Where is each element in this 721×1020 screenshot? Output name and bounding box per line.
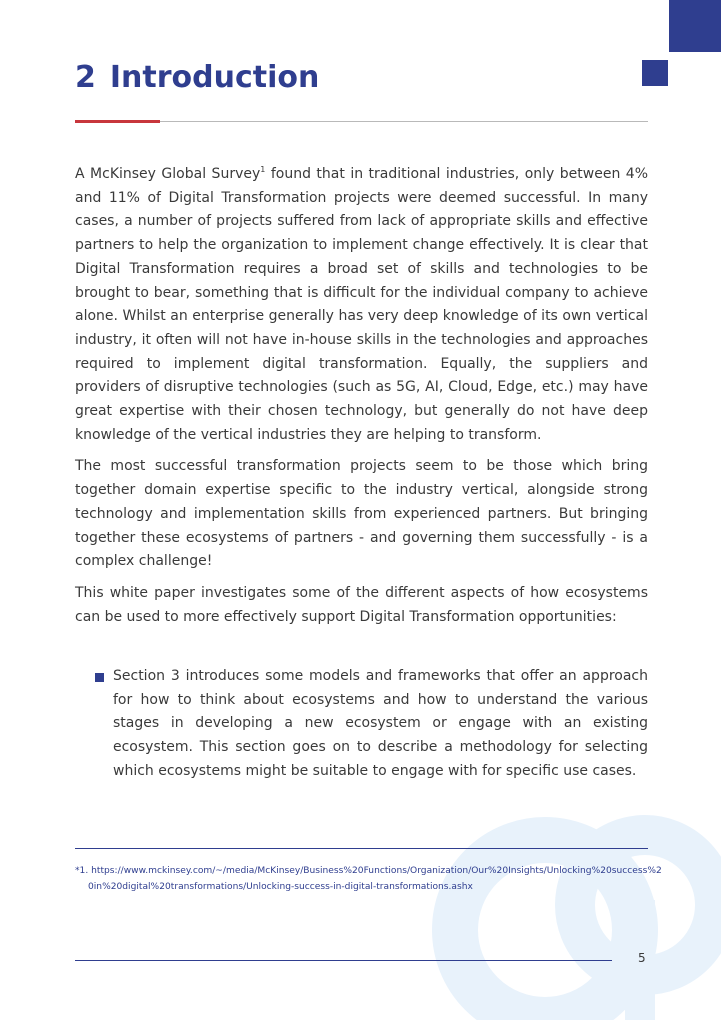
footnote <box>75 863 663 895</box>
footnote-marker: *1. <box>75 866 89 876</box>
paragraph-2: The most successful transformation projects seem to be those which bring together domain expertise specific to the industry vertical, alongside strong technology and implementation skills from experienced partners. But bringing together these ecosystems of partners - and governing them successfully - is a complex challenge! <box>75 458 648 570</box>
heading-divider-accent <box>75 120 160 123</box>
logo-watermark <box>430 780 721 1020</box>
corner-decoration-large <box>669 0 721 52</box>
section-number: 2 <box>75 60 96 95</box>
body-text <box>75 163 648 637</box>
paragraph-3: This white paper investigates some of the different aspects of how ecosystems can be used to more effectively support Digital Transformation opportunities: <box>75 584 648 625</box>
list-item-text: Section 3 introduces some models and frameworks that offer an approach for how to think about ecosystems and how to understand the various stages in developing a new ecosystem or engage with an existing ecosystem. This section goes on to describe a methodology for selecting which ecosystems might be suitable to engage with for specific use cases. <box>113 668 648 779</box>
paragraph-1: A McKinsey Global Survey$^1$ found that in traditional industries, only between 4% and 11% of Digital Transformation projects were deemed successful. In many cases, a number of projects suffered from lack of appropriate skills and effective partners to help the organization to implement change effectively. It is clear that Digital Transformation requires a broad set of skills and technologies to be brought to bear, something that is difficult for the individual company to achieve alone. Whilst an enterprise generally has very deep knowledge of its own vertical industry, it often will not have in-house skills in the technologies and approaches required to implement digital transformation. Equally, the suppliers and providers of disruptive technologies (such as 5G, AI, Cloud, Edge, etc.) may have great expertise with their chosen technology, but generally do not have deep knowledge of the vertical industries they are helping to transform. <box>75 165 648 443</box>
footnote-ref[interactable]: 1 <box>260 165 266 174</box>
page-number: 5 <box>638 951 646 965</box>
footnote-link[interactable]: https://www.mckinsey.com/~/media/McKinsey/Business%20Functions/Organization/Our%20Insights/Unlocking%20success%20in%20digital%20transformations/Unlocking-success-in-digital-transformations.ashx <box>88 866 662 892</box>
footnote-divider <box>75 848 648 849</box>
heading-divider <box>75 121 648 122</box>
section-title: Introduction <box>109 60 320 95</box>
footer-divider <box>75 960 612 961</box>
section-heading <box>75 60 319 95</box>
bullet-list <box>95 665 648 784</box>
list-item <box>95 665 648 784</box>
corner-decoration-small <box>642 60 668 86</box>
square-bullet-icon <box>95 673 104 682</box>
